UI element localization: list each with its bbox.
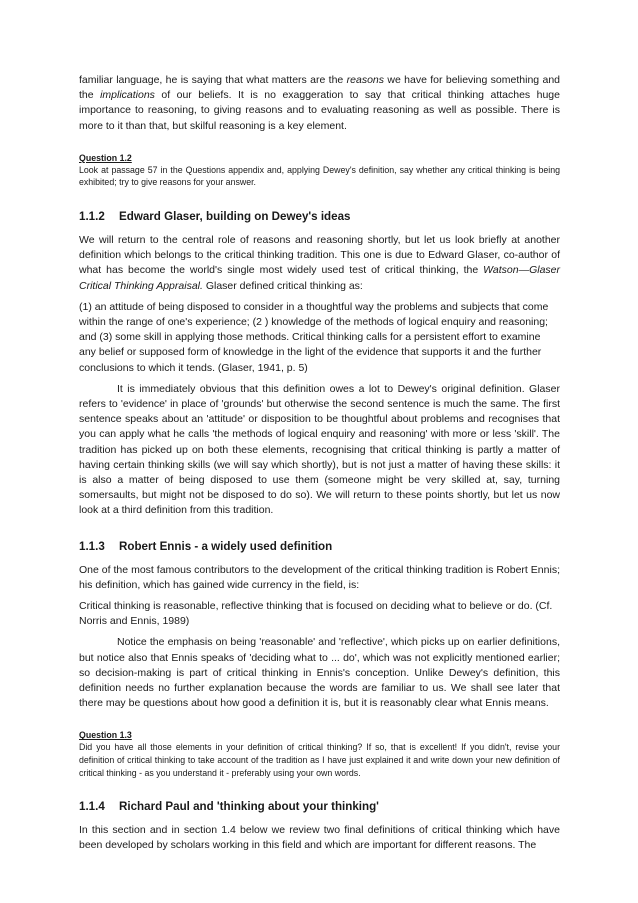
ennis-intro: One of the most famous contributors to the development of the critical thinking tradition is Robert Ennis; his definition, which has gained wide currency in the field, is: — [79, 563, 560, 591]
glaser-analysis: It is immediately obvious that this definition owes a lot to Dewey's original definition. Glaser refers to 'evidence' in place of 'grounds' but otherwise the second sentence is much the same. The first sentence speaks about an 'attitude' or disposition to be thoughtful about problems and recognises that you can apply what he calls 'the methods of logical enquiry and reasoning' with more or less 'skill'. The tradition has picked up on both these elements, recognising that critical thinking is partly a matter of having certain thinking skills (we will say which shortly), but is not just a matter of having these skills: it is also a matter of being disposed to use them (someone might be very skilled at, say, turning somersaults, but might not be disposed to do so). We will return to these points shortly, but let us now look at a third definition from this tradition. — [79, 382, 560, 517]
question-1-2-title: Question 1.2 — [79, 152, 132, 163]
question-1-3-title: Question 1.3 — [79, 730, 132, 741]
section-number: 1.1.3 — [79, 539, 105, 553]
question-1-3-box — [79, 729, 560, 779]
section-1-1-2-heading — [79, 209, 560, 224]
section-title: Richard Paul and 'thinking about your thinking' — [119, 800, 379, 814]
question-1-2-box — [79, 152, 560, 189]
paul-intro: In this section and in section 1.4 below we review two final definitions of critical thinking which have been developed by scholars working in this field and which are important for different reasons. The — [79, 824, 560, 852]
section-title: Edward Glaser, building on Dewey's ideas — [119, 210, 351, 223]
question-1-2-body: Look at passage 57 in the Questions appendix and, applying Dewey's definition, say whether any critical thinking is being exhibited; try to give reasons for your answer. — [79, 164, 560, 188]
glaser-quote-part-1: (1) an attitude of being disposed to consider in a thoughtful way the problems and subjects that come within the range of one's experience; (2 ) knowledge of the methods of logical enquiry and reasoning; — [79, 300, 549, 329]
section-number: 1.1.2 — [79, 210, 105, 223]
question-1-3-body: Did you have all those elements in your definition of critical thinking? If so, that is excellent! If you didn't, revise your definition of critical thinking to take account of the tradition as I have just explained it and write down your new definition of critical thinking - as you understand it - preferably using your own words. — [79, 742, 560, 778]
section-1-1-3-heading — [79, 539, 560, 554]
document-page — [79, 73, 560, 854]
ennis-analysis: Notice the emphasis on being 'reasonable' and 'reflective', which picks up on earlier definitions, but notice also that Ennis speaks of 'deciding what to ... do', which was not explicitly mentioned earlier; so decision-making is part of critical thinking in Ennis's conception. Unlike Dewey's definition, this definition needs no further explanation because the words are familiar to us. We shall see later that there may be questions about how good a definition it is, but it is reasonably clear what Ennis means. — [79, 636, 560, 710]
section-1-1-4-heading — [79, 799, 560, 814]
glaser-intro: We will return to the central role of reasons and reasoning shortly, but let us look briefly at another definition which belongs to the critical thinking tradition. This one is due to Edward Glaser, co-author of what has become the world's single most widely used test of critical thinking, the Watson—Glaser Critical Thinking Appraisal. Glaser defined critical thinking as: — [79, 234, 560, 292]
glaser-quote-part-2: and (3) some skill in applying those methods. Critical thinking calls for a persistent effort to examine any belief or supposed form of knowledge in the light of the evidence that supports it and the further conclusions to which it tends. (Glaser, 1941, p. 5) — [79, 331, 542, 374]
section-title: Robert Ennis - a widely used definition — [119, 539, 333, 553]
ennis-definition: Critical thinking is reasonable, reflective thinking that is focused on deciding what to believe or do. (Cf. Norris and Ennis, 1989) — [79, 600, 553, 628]
top-paragraph: familiar language, he is saying that what matters are the reasons we have for believing something and the implications of our beliefs. It is no exaggeration to say that critical thinking attaches huge importance to reasoning, to giving reasons and to evaluating reasoning as well as possible. There is more to it than that, but skilful reasoning is a key element. — [79, 74, 561, 132]
section-number: 1.1.4 — [79, 800, 105, 814]
